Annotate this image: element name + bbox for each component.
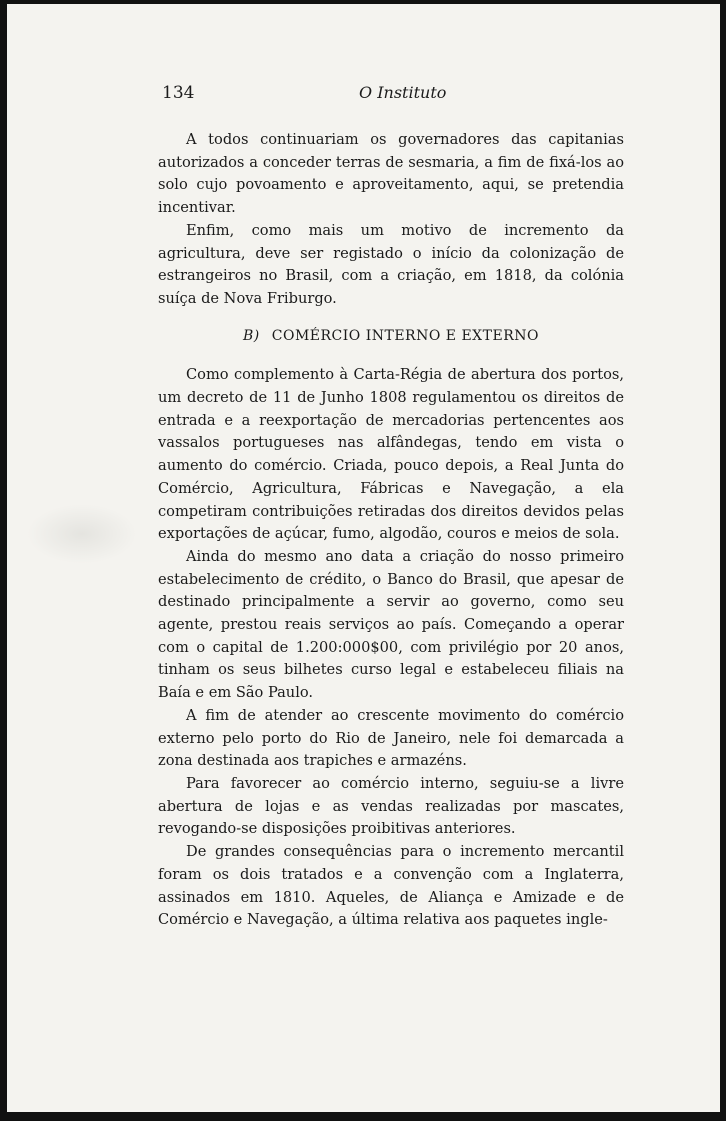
section-letter: B) <box>243 327 260 344</box>
paper-stain <box>27 504 137 564</box>
paragraph-sesmaria: A todos continuariam os governadores das capitanias autorizados a conceder terras de sesmaria, a fim de fixá-los ao solo cujo povoamento e aproveitamento, aqui, se pretendia incentivar. <box>158 131 624 217</box>
page-number: 134 <box>162 83 195 103</box>
paragraph-comercio-interno: Para favorecer ao comércio interno, seguiu-se a livre abertura de lojas e as vendas realizadas por mascates, revogando-se disposições proibitivas anteriores. <box>158 774 624 838</box>
page-header <box>162 83 632 107</box>
paragraph-nova-friburgo: Enfim, como mais um motivo de incremento da agricultura, deve ser registado o início da colonização de estrangeiros no Brasil, com a criação, em 1818, da colónia suíça de Nova Friburgo. <box>158 221 624 307</box>
paragraph-carta-regia: Como complemento à Carta-Régia de abertura dos portos, um decreto de 11 de Junho 1808 regulamentou os direitos de entrada e a reexportação de mercadorias pertencentes aos vassalos portugueses nas alfândegas, tendo em vista o aumento do comércio. Criada, pouco depois, a Real Junta do Comércio, Agricultura, Fábricas e Navegação, a ela competiram contribuições retiradas dos direitos devidos pelas exportações de açúcar, fumo, algodão, couros e meios de sola. <box>158 366 624 543</box>
section-title: COMÉRCIO INTERNO E EXTERNO <box>271 327 539 344</box>
section-heading <box>158 325 624 348</box>
paragraph-banco-do-brasil: Ainda do mesmo ano data a criação do nosso primeiro estabelecimento de crédito, o Banco do Brasil, que apesar de destinado principalmente a servir ao governo, como seu agente, prestou reais serviços ao país. Começando a operar com o capital de 1.200:000$00, com privilégio por 20 anos, tinham os seus bilhetes curso legal e estabeleceu filiais na Baía e em São Paulo. <box>158 547 624 702</box>
paragraph-tratados: De grandes consequências para o incremento mercantil foram os dois tratados e a convenção com a Inglaterra, assinados em 1810. Aqueles, de Aliança e Amizade e de Comércio e Navegação, a última relativa aos paquetes ingle- <box>158 843 624 929</box>
page-body <box>158 129 624 932</box>
paragraph-comercio-externo: A fim de atender ao crescente movimento do comércio externo pelo porto do Rio de Janeiro, nele foi demarcada a zona destinada aos trapiches e armazéns. <box>158 706 624 770</box>
running-title: O Instituto <box>359 83 447 102</box>
